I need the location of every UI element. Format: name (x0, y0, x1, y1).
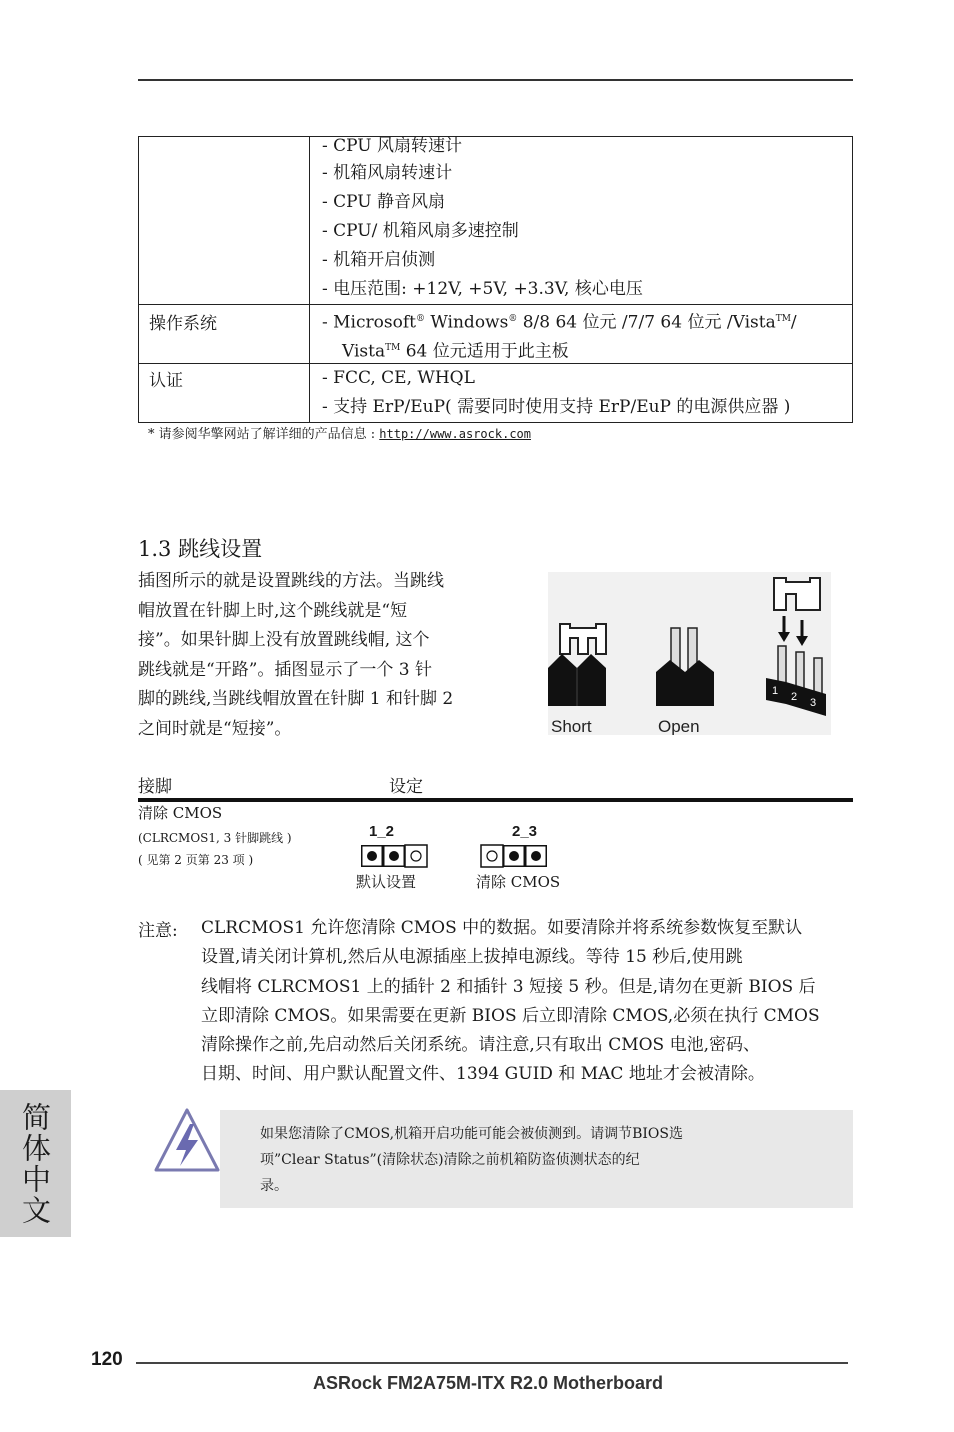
language-label: 简体中文 (18, 1101, 52, 1226)
registered-mark: ® (415, 314, 425, 324)
list-item: - CPU 风扇转速计 (322, 136, 463, 156)
hw-monitor-values (310, 137, 853, 305)
cert-label: 认证 (139, 364, 310, 423)
list-item: - CPU/ 机箱风扇多速控制 (322, 221, 519, 241)
list-item: - 机箱风扇转速计 (322, 163, 453, 183)
pin-number: 1 (772, 685, 779, 697)
clear-cmos-caption: 清除 CMOS (476, 873, 561, 891)
short-label: Short (551, 717, 592, 735)
jumper-default-diagram (360, 844, 428, 870)
header-rule (138, 79, 853, 81)
page-number: 120 (91, 1349, 123, 1370)
short-jumper (548, 624, 606, 706)
pin (389, 851, 399, 861)
intro-paragraph (138, 567, 502, 744)
intro-line: 插图所示的就是设置跳线的方法。当跳线 (138, 571, 444, 591)
clear-cmos-title: 清除 CMOS (138, 804, 223, 822)
note-line: 清除操作之前,先启动然后关闭系统。请注意,只有取出 CMOS 电池,密码、 (201, 1035, 761, 1056)
language-side-tab (0, 1090, 71, 1237)
intro-line: 帽放置在针脚上时,这个跳线就是“短 (138, 600, 408, 621)
intro-line: 之间时就是“短接”。 (138, 718, 292, 739)
clear-cmos-page-ref: ( 见第 2 页第 23 项 ) (138, 853, 254, 867)
three-pin-jumper (766, 578, 826, 716)
note-line: 日期、时间、用户默认配置文件、1394 GUID 和 MAC 地址才会被清除。 (201, 1064, 765, 1085)
note-label: 注意: (138, 921, 178, 941)
list-item: - FCC, CE, WHQL (322, 368, 475, 388)
note-body (201, 914, 856, 1090)
cert-values (310, 364, 853, 423)
list-item: - 支持 ErP/EuP( 需要同时使用支持 ErP/EuP 的电源供应器 ) (322, 397, 791, 417)
column-header-pin: 接脚 (138, 777, 172, 797)
header-bar (138, 798, 853, 802)
footnote (148, 423, 531, 442)
pin-number: 2 (791, 691, 798, 703)
pin (411, 851, 421, 861)
os-text: / (790, 312, 797, 333)
os-line-1 (322, 305, 852, 334)
footnote-text: * 请参阅华擎网站了解详细的产品信息 : (148, 427, 380, 442)
pin (487, 851, 497, 861)
table-row (139, 364, 853, 423)
table-row (139, 305, 853, 364)
note-line: 立即清除 CMOS。如果需要在更新 BIOS 后立即清除 CMOS,必须在执行 CMOS (201, 1005, 820, 1026)
warning-text (260, 1121, 683, 1199)
warning-line: 如果您清除了CMOS,机箱开启功能可能会被侦测到。请调节BIOS选 (260, 1126, 683, 1142)
os-label: 操作系统 (139, 305, 310, 364)
intro-line: 跳线就是“开路”。插图显示了一个 3 针 (138, 659, 433, 680)
clear-cmos-jumper-ref: (CLRCMOS1, 3 针脚跳线 ) (138, 831, 292, 845)
open-jumper (656, 628, 714, 706)
setting-1-2-label: 1_2 (369, 823, 395, 840)
os-text: Vista (342, 341, 386, 362)
os-text: 64 位元适用于此主板 (400, 341, 569, 362)
default-setting-caption: 默认设置 (356, 873, 417, 891)
list-item: - 电压范围: +12V, +5V, +3.3V, 核心电压 (322, 279, 643, 299)
note-line: 线帽将 CLRCMOS1 上的插针 2 和插针 3 短接 5 秒。但是,请勿在更新 BIOS 后 (201, 976, 816, 997)
warning-lightning-icon (152, 1106, 222, 1174)
jumper-clear-diagram (480, 844, 548, 870)
os-text: Windows (424, 312, 509, 333)
trademark-mark: TM (385, 343, 401, 353)
os-values (310, 305, 853, 364)
pin (509, 851, 519, 861)
open-label: Open (658, 717, 700, 735)
warning-line: 录。 (260, 1178, 288, 1194)
jumper-illustration (548, 572, 831, 735)
trademark-mark: TM (775, 314, 791, 324)
table-row (139, 137, 853, 305)
pin-number: 3 (810, 697, 817, 709)
asrock-website-link[interactable]: http://www.asrock.com (379, 427, 531, 441)
os-line-2 (322, 334, 852, 363)
registered-mark: ® (508, 314, 518, 324)
footer-rule (136, 1362, 848, 1364)
os-text: - Microsoft (322, 312, 416, 333)
intro-line: 脚的跳线,当跳线帽放置在针脚 1 和针脚 2 (138, 689, 454, 709)
section-title: 1.3 跳线设置 (138, 537, 263, 561)
note-line: CLRCMOS1 允许您清除 CMOS 中的数据。如要清除并将系统参数恢复至默认 (201, 918, 803, 938)
spec-table (138, 136, 853, 423)
list-item: - 机箱开启侦测 (322, 250, 436, 270)
setting-2-3-label: 2_3 (512, 823, 538, 840)
list-item: - CPU 静音风扇 (322, 192, 446, 212)
column-header-setting: 设定 (389, 777, 423, 797)
pin (531, 851, 541, 861)
note-line: 设置,请关闭计算机,然后从电源插座上拔掉电源线。等待 15 秒后,使用跳 (201, 947, 743, 968)
footer-title: ASRock FM2A75M-ITX R2.0 Motherboard (313, 1373, 664, 1393)
os-text: 8/8 64 位元 /7/7 64 位元 /Vista (517, 312, 776, 333)
intro-line: 接”。如果针脚上没有放置跳线帽, 这个 (138, 630, 430, 650)
warning-line: 项”Clear Status”(清除状态)清除之前机箱防盗侦测状态的纪 (260, 1152, 640, 1168)
pin (367, 851, 377, 861)
jumper-diagram-svg (548, 572, 831, 735)
spec-label-empty (139, 137, 310, 305)
